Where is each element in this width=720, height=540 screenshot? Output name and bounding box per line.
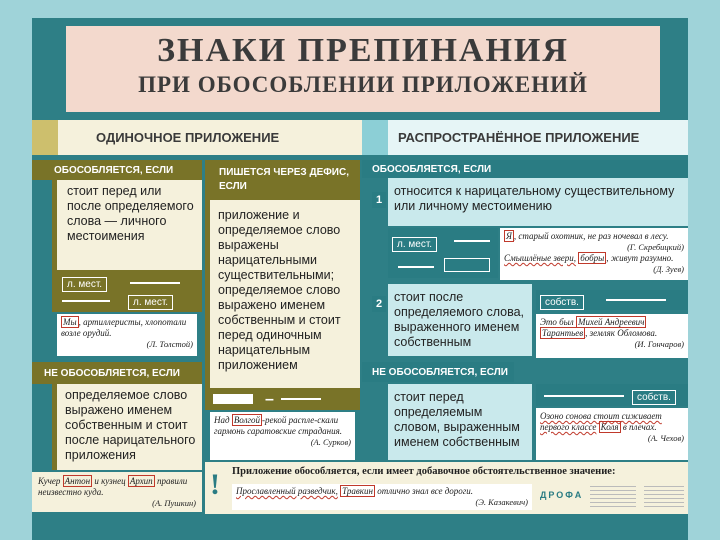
hyphen-text: приложение и определяемое слово выражены нарицательными существительными; определяемое слово выражено именем собственным и стоит перед одиночным нарицательным приложением: [218, 208, 341, 372]
not-appositive-line: [544, 395, 624, 397]
rule-2-examples: Это был Михей Андреевич Тарантьев , земляк Обломова. (И. Гончаров): [536, 314, 688, 358]
publisher-info-block: [590, 486, 636, 508]
publisher-logo: ДРОФА: [540, 490, 584, 500]
extended-not-isolated-author: (А. Чехов): [647, 433, 684, 443]
hyphen-label: ПИШЕТСЯ ЧЕРЕЗ ДЕФИС, ЕСЛИ: [205, 160, 360, 200]
rule-1-appositive-line: [454, 240, 490, 242]
rule-1-schema: [388, 228, 498, 278]
schema-pronoun-label-2: л. мест.: [128, 292, 173, 310]
rule-2-text: стоит после определяемого слова, выраженного именем собственным: [394, 290, 525, 349]
rule-1-pronoun-label: л. мест.: [392, 234, 437, 252]
schema-pronoun-label: л. мест.: [62, 274, 107, 292]
rule-1-examples: Я , старый охотник, не раз ночевал в лесу. (Г. Скребицкий) Смышлёные звери, бобры , живут разумно. (Д. Зуев): [500, 228, 688, 280]
footer-note: Приложение обособляется, если имеет добавочное обстоятельственное значение:: [232, 466, 616, 477]
hyphen-example: Над Волгой -рекой распле-скали гармонь саратовские страдания. (А. Сурков): [210, 412, 355, 460]
rule-1-author-2: (Д. Зуев): [653, 264, 684, 274]
rule-1-text: относится к нарицательному существительному или личному местоимению: [394, 184, 675, 213]
single-isolated-example: Мы , артиллеристы, хлопотали возле орудий. (Л. Толстой): [57, 314, 197, 356]
page-subtitle: ПРИ ОБОСОБЛЕНИИ ПРИЛОЖЕНИЙ: [138, 72, 588, 97]
schema-line: [281, 398, 321, 400]
single-not-isolated-text: определяемое слово выражено именем собственным и стоит после нарицательного приложения: [65, 388, 196, 462]
rule-2-appositive-line: [606, 299, 666, 301]
rule-1-author-1: (Г. Скребицкий): [627, 242, 684, 252]
not-proper-label: собств.: [632, 387, 676, 405]
single-isolated-panel: [52, 180, 202, 270]
single-schema-panel: [52, 270, 202, 312]
rule-1-noun-box: [444, 258, 490, 272]
rule-2-schema: [536, 290, 688, 310]
footer-author: (Э. Казакевич): [475, 497, 528, 507]
extended-not-isolated-label: НЕ ОБОСОБЛЯЕТСЯ, ЕСЛИ: [362, 362, 514, 382]
single-not-isolated-label: НЕ ОБОСОБЛЯЕТСЯ, ЕСЛИ: [32, 362, 202, 384]
page-title: ЗНАКИ ПРЕПИНАНИЯ: [157, 32, 569, 69]
extended-not-isolated-panel: [388, 384, 532, 460]
right-frame-strip: [688, 0, 720, 540]
left-frame-strip: [0, 0, 32, 540]
catalog-info-block: [644, 486, 684, 508]
extended-not-isolated-example: Озоно сонова стоит сиживает первого классе Коля в плечах. (А. Чехов): [536, 408, 688, 460]
rule-2-number: 2: [372, 296, 386, 312]
schema-hyphen: –: [265, 391, 274, 408]
top-frame-strip: [0, 0, 720, 18]
hyphen-panel: [205, 200, 360, 388]
extended-isolated-label: ОБОСОБЛЯЕТСЯ, ЕСЛИ: [362, 160, 688, 178]
title-banner: [66, 26, 660, 112]
rule-1-appositive-line-2: [398, 266, 434, 268]
single-not-isolated-panel: [52, 384, 202, 470]
hyphen-author: (А. Сурков): [310, 437, 351, 447]
footer-example: Прославленный разведчик, Травкин отлично знал все дороги. (Э. Казакевич): [232, 484, 532, 510]
schema-appositive-line: [130, 282, 180, 284]
single-isolated-text: стоит перед или после определяемого слова — личного местоимения: [67, 184, 194, 243]
rule-2-text-panel: [388, 284, 532, 356]
hyphen-schema: [205, 388, 360, 410]
exclamation-icon: !: [210, 468, 220, 501]
extended-not-isolated-text: стоит перед определяемым словом, выраженным именем собственным: [394, 390, 520, 449]
single-appositive-header: ОДИНОЧНОЕ ПРИЛОЖЕНИЕ: [32, 120, 362, 155]
single-not-isolated-example: Кучер Антон и кузнец Архип правили неизвестно куда. (А. Пушкин): [32, 472, 202, 512]
schema-appositive-line-2: [62, 300, 110, 302]
rule-2-author: (И. Гончаров): [634, 339, 684, 349]
single-isolated-author: (Л. Толстой): [146, 339, 193, 349]
rule-2-proper-label: собств.: [540, 292, 584, 310]
extended-not-schema: [536, 384, 688, 406]
schema-box: [213, 394, 253, 404]
rule-1-text-panel: [388, 178, 688, 226]
rule-1-number: 1: [372, 192, 386, 208]
extended-appositive-header: РАСПРОСТРАНЁННОЕ ПРИЛОЖЕНИЕ: [362, 120, 688, 155]
single-isolated-label: ОБОСОБЛЯЕТСЯ, ЕСЛИ: [32, 160, 202, 180]
single-not-isolated-author: (А. Пушкин): [152, 498, 196, 508]
